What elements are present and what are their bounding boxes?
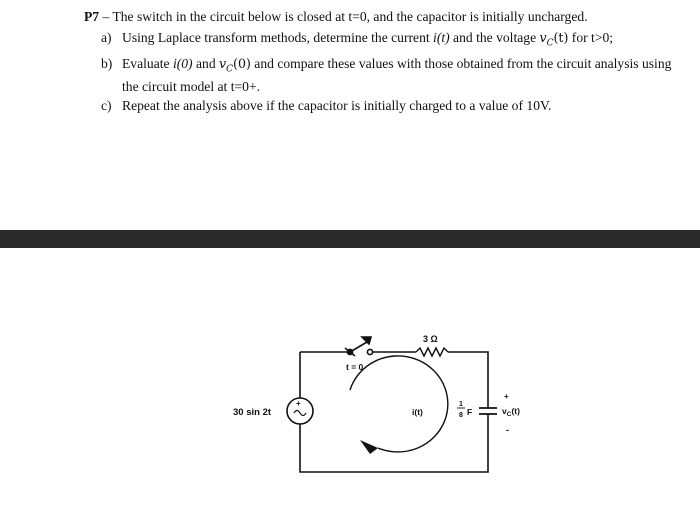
part-a-text-3: for t>0; xyxy=(568,30,614,45)
vc-sub: C xyxy=(506,411,512,418)
problem-number: P7 xyxy=(84,9,100,24)
switch xyxy=(345,337,373,356)
resistor-icon xyxy=(416,348,448,356)
problem-statement xyxy=(84,8,684,25)
part-b-label: b) xyxy=(101,55,113,71)
part-b-v: v xyxy=(219,55,227,71)
part-b-current-symbol: i(0) xyxy=(172,55,193,71)
part-a-current-symbol: i(t) xyxy=(433,30,450,45)
circuit-diagram xyxy=(220,320,550,480)
part-a xyxy=(84,29,684,53)
source-label: 30 sin 2t xyxy=(233,407,272,418)
vc-label xyxy=(502,406,520,418)
part-c xyxy=(84,97,684,114)
part-a-label: a) xyxy=(101,30,112,45)
switch-contact xyxy=(367,349,372,354)
part-b-text-2: and xyxy=(192,55,220,71)
part-a-text-1: Using Laplace transform methods, determine the current xyxy=(122,30,434,45)
part-b-text-3: and compare these values with those obtained from the circuit analysis using the circuit model at t=0+. xyxy=(122,55,672,95)
vc-plus: + xyxy=(504,392,509,401)
current-arrowhead-icon xyxy=(360,440,378,454)
current-label: i(t) xyxy=(412,407,423,417)
source-plus: + xyxy=(296,399,301,408)
part-b xyxy=(84,55,684,96)
cap-unit: F xyxy=(467,407,473,417)
part-b-v-sub: C xyxy=(226,64,234,75)
cap-frac-den: 8 xyxy=(459,412,463,419)
parts-list xyxy=(84,29,684,114)
statement-text: – The switch in the circuit below is closed at t=0, and the capacitor is initially uncharged. xyxy=(99,9,588,24)
problem-text xyxy=(84,8,684,116)
vc-minus: - xyxy=(506,425,509,435)
part-a-voltage-symbol xyxy=(539,30,569,49)
wire-top-right xyxy=(448,352,488,408)
switch-blade xyxy=(350,342,367,352)
part-b-v-arg: (0) xyxy=(233,55,251,71)
switch-label: t = 0 xyxy=(346,362,364,372)
part-c-text: Repeat the analysis above if the capacitor is initially charged to a value of 10V. xyxy=(122,98,552,114)
wire-bottom xyxy=(300,424,488,472)
capacitor-icon xyxy=(479,408,497,414)
vc-v: v xyxy=(502,406,507,416)
part-c-label: c) xyxy=(101,98,112,114)
vc-arg: (t) xyxy=(511,406,520,416)
part-b-voltage-symbol xyxy=(219,55,251,75)
current-loop-arrow xyxy=(350,356,448,452)
cap-frac-num: 1 xyxy=(459,401,463,408)
part-a-text-2: and the voltage xyxy=(449,30,540,45)
resistor-label: 3 Ω xyxy=(423,334,438,344)
part-a-v-sub: C xyxy=(546,38,554,49)
part-b-text-1: Evaluate xyxy=(122,55,173,71)
part-a-v-arg: (t) xyxy=(553,30,569,45)
separator-band xyxy=(0,230,700,248)
part-a-v: v xyxy=(539,30,547,45)
